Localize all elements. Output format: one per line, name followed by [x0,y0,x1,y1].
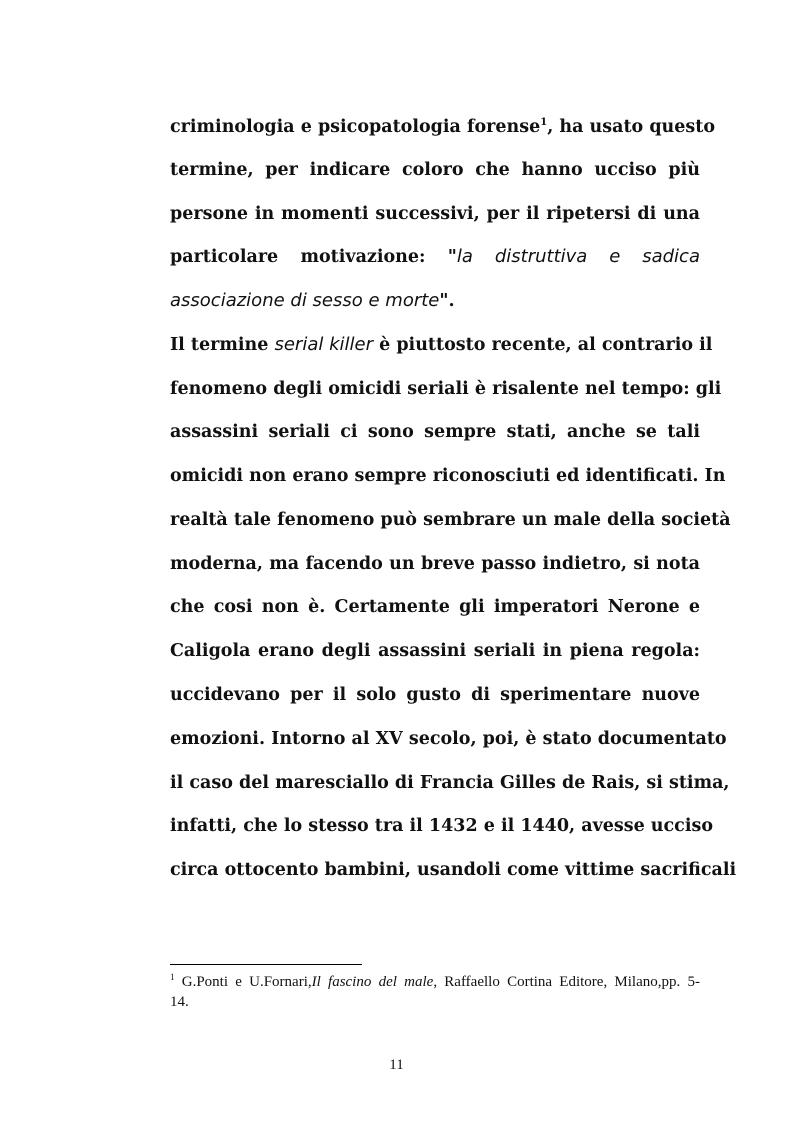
text-span: ". [439,291,455,311]
text-line: circa ottocento bambini, usandoli come vittime sacrificali [170,860,737,880]
text-span: , ha usato questo [547,117,716,137]
text-line: emozioni. Intorno al XV secolo, poi, è stato documentato [170,729,727,749]
footnote [170,972,700,1012]
text-line: che cosi non è. Certamente gli imperatori Nerone e [170,597,700,617]
text-span: è piuttosto recente, al contrario il [373,335,713,355]
italic-quote: associazione di sesso e morte [170,290,440,311]
footnote-text: , Raffaello Cortina Editore, Milano,pp. 5- [433,974,700,990]
footnote-line: 14. [170,994,189,1010]
italic-term: serial killer [274,334,373,355]
footnote-marker: 1 [170,972,175,982]
text-line [170,116,716,138]
footnote-line [170,972,700,992]
text-span: Il termine [170,335,275,355]
page-number: 11 [389,1057,404,1073]
text-span: criminologia e psicopatologia forense [170,117,541,137]
text-line: moderna, ma facendo un breve passo indietro, si nota [170,554,700,574]
text-line: realtà tale fenomeno può sembrare un male della società [170,510,731,530]
text-line: Caligola erano degli assassini seriali in piena regola: [170,641,700,661]
text-line: il caso del maresciallo di Francia Gilles de Rais, si stima, [170,773,730,793]
footnote-text: G.Ponti e U.Fornari, [174,974,312,990]
text-line: omicidi non erano sempre riconosciuti ed identificati. In [170,466,726,486]
text-line [170,246,700,268]
text-line: uccidevano per il solo gusto di sperimentare nuove [170,685,700,705]
text-line: fenomeno degli omicidi seriali è risalente nel tempo: gli [170,379,722,399]
text-line [170,290,700,312]
text-line [170,334,713,356]
footnote-book-title: Il fascino del male [311,974,434,990]
text-line: infatti, che lo stesso tra il 1432 e il 1440, avesse ucciso [170,816,714,836]
footnote-divider [170,964,362,965]
text-line: assassini seriali ci sono sempre stati, anche se tali [170,422,700,442]
text-line: termine, per indicare coloro che hanno ucciso più [170,160,700,180]
text-span: particolare motivazione: " [170,247,457,267]
text-line: persone in momenti successivi, per il ripetersi di una [170,204,700,224]
footnote-reference[interactable]: 1 [540,117,548,129]
italic-quote: la distruttiva e sadica [456,246,700,267]
